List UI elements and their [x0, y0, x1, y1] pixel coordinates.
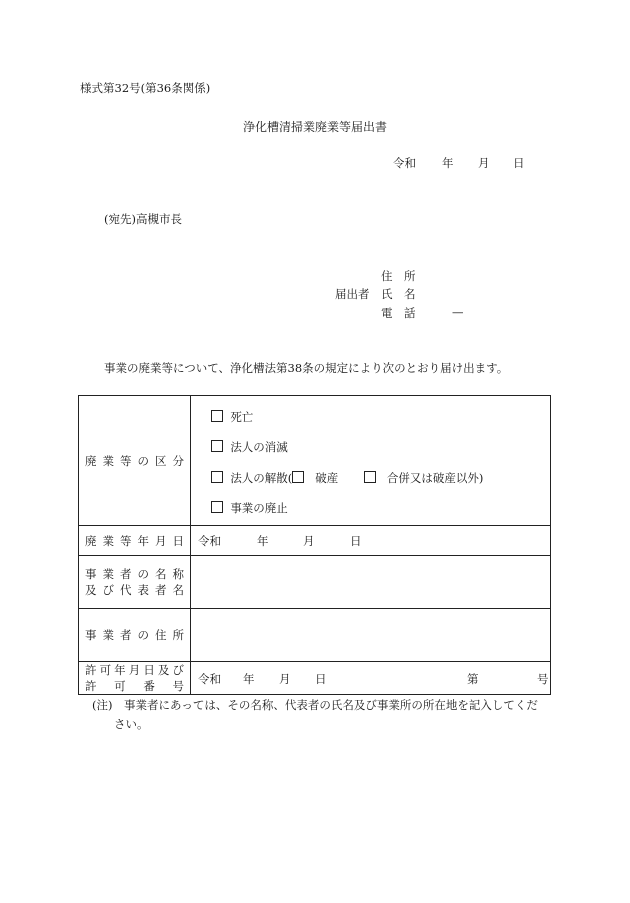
date-year-label: 年	[442, 156, 454, 170]
note-line-1: (注) 事業者にあっては、その名称、代表者の氏名及び事業所の所在地を記入してくだ	[92, 698, 538, 712]
permit-label: 許可年月日及び 許可番号	[79, 662, 191, 695]
applicant-address-label: 住 所	[381, 269, 416, 283]
closure-date-field[interactable]	[191, 526, 551, 556]
permit-date-era: 令和	[198, 671, 221, 686]
intro-text: 事業の廃業等について、浄化槽法第38条の規定により次のとおり届け出ます。	[104, 361, 509, 375]
permit-date-month: 月	[279, 671, 291, 686]
checkbox-icon[interactable]	[211, 471, 223, 483]
category-row	[79, 396, 551, 526]
business-name-row	[79, 556, 551, 609]
permit-date-day: 日	[315, 671, 327, 686]
checkbox-icon[interactable]	[211, 501, 223, 513]
business-address-label: 事業者の住所	[79, 609, 191, 662]
report-form-table	[78, 395, 551, 695]
closure-date-month: 月	[303, 534, 315, 548]
business-address-field[interactable]	[191, 609, 551, 662]
business-name-field[interactable]	[191, 556, 551, 609]
category-options	[191, 396, 551, 526]
phone-dash: —	[452, 305, 464, 319]
checkbox-icon[interactable]	[364, 471, 376, 483]
checkbox-icon[interactable]	[211, 440, 223, 452]
category-option-liquidation[interactable]: 法人の解散( 破産 合併又は破産以外)	[211, 470, 483, 486]
applicant-name-label: 氏 名	[381, 287, 416, 301]
category-option-death[interactable]: 死亡	[211, 409, 253, 425]
permit-field[interactable]	[191, 662, 551, 695]
checkbox-icon[interactable]	[211, 410, 223, 422]
applicant-phone-label: 電 話	[381, 306, 416, 320]
permit-number-suffix: 号	[537, 671, 549, 686]
date-era: 令和	[393, 156, 416, 170]
closure-date-day: 日	[350, 534, 362, 548]
category-label: 廃業等の区分	[79, 396, 191, 526]
applicant-label: 届出者	[335, 287, 370, 301]
note-line-2: さい。	[114, 717, 149, 731]
business-name-label: 事業者の名称 及び代表者名	[79, 556, 191, 609]
permit-number-prefix: 第	[467, 671, 479, 686]
closure-date-row	[79, 526, 551, 556]
date-month-label: 月	[478, 156, 490, 170]
permit-row	[79, 662, 551, 695]
closure-date-year: 年	[257, 534, 269, 548]
date-day-label: 日	[513, 156, 525, 170]
permit-date-year: 年	[243, 671, 255, 686]
business-address-row	[79, 609, 551, 662]
document-title: 浄化槽清掃業廃業等届出書	[242, 120, 387, 134]
category-option-discontinuation[interactable]: 事業の廃止	[211, 500, 288, 516]
closure-date-era: 令和	[198, 534, 221, 548]
category-option-dissolution[interactable]: 法人の消滅	[211, 439, 288, 455]
addressee: (宛先)高槻市長	[104, 212, 182, 226]
closure-date-label: 廃業等年月日	[79, 526, 191, 556]
form-number: 様式第32号(第36条関係)	[80, 81, 211, 95]
checkbox-icon[interactable]	[292, 471, 304, 483]
